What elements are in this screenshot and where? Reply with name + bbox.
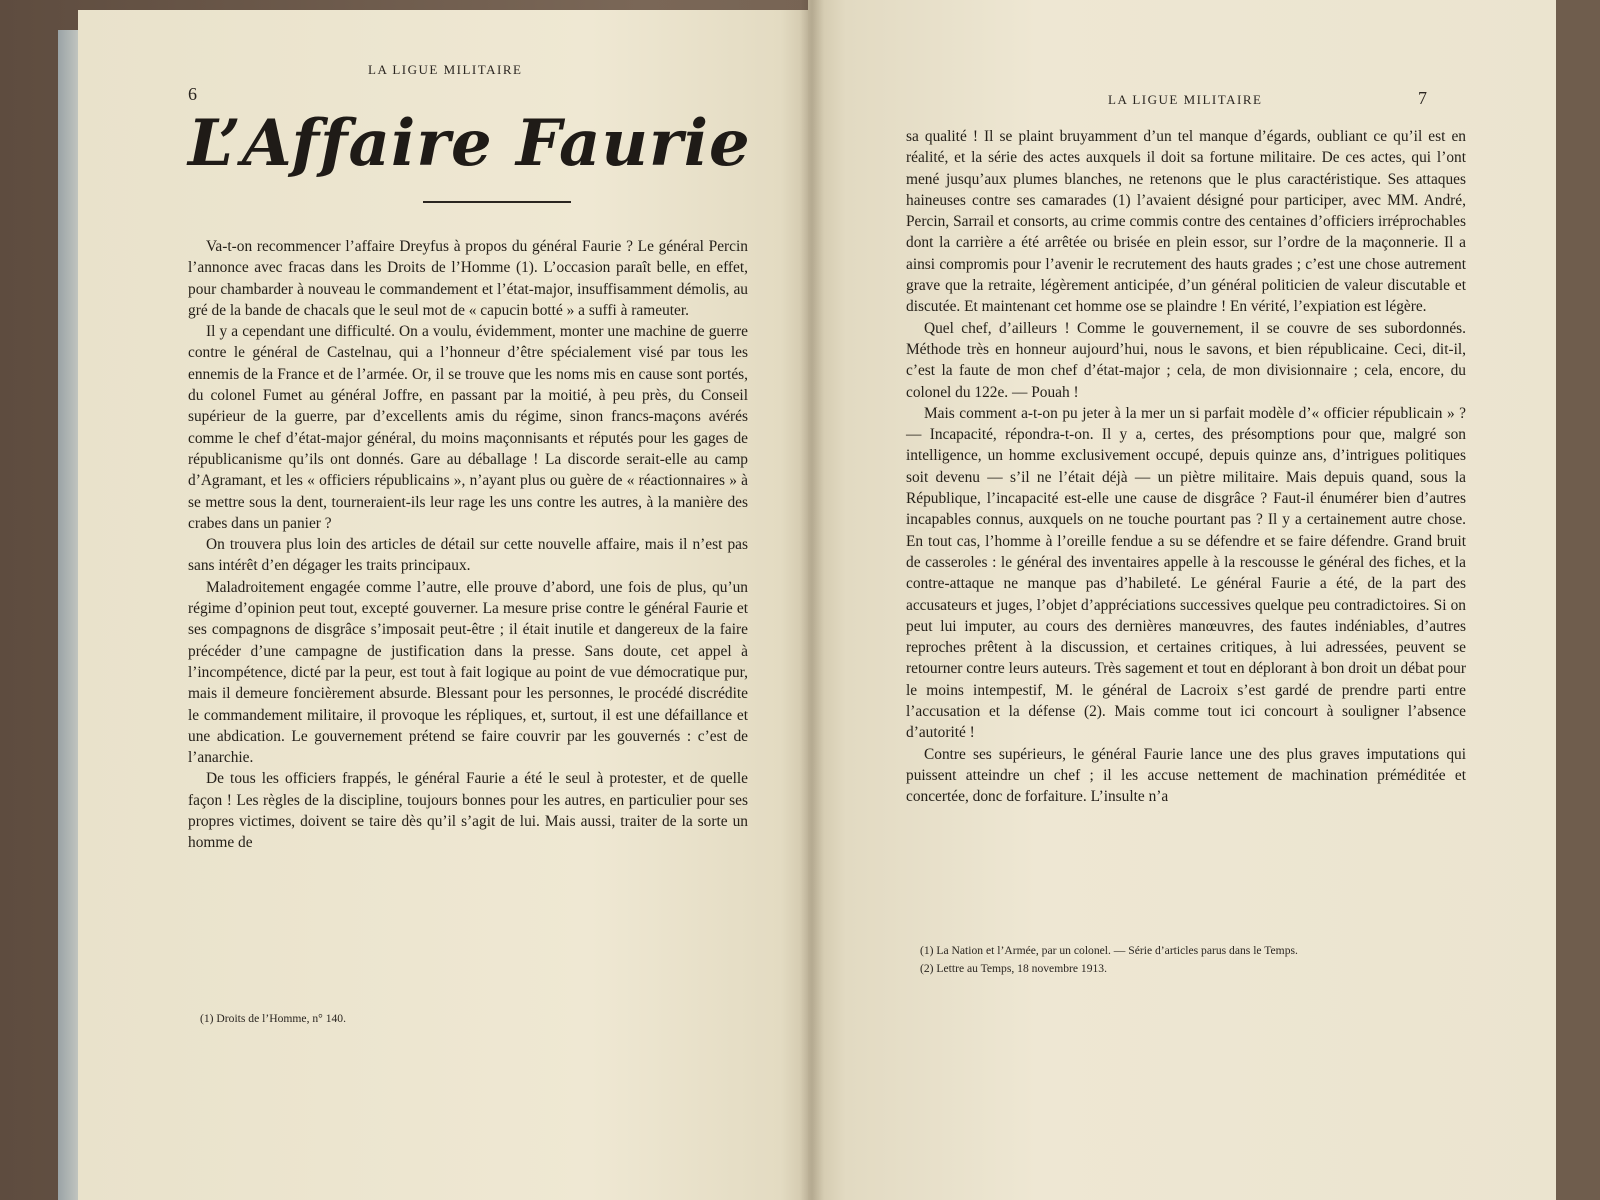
left-footnotes	[200, 1010, 700, 1028]
left-page-number: 6	[188, 84, 197, 104]
paragraph: Contre ses supérieurs, le général Faurie lance une des plus graves imputations qui puissent atteindre un chef ; il les accuse nettement de machination préméditée et concertée, donc de forfaiture. L’insulte n’a	[906, 745, 1466, 806]
footnote: (1) Droits de l’Homme, n° 140.	[200, 1012, 346, 1025]
paragraph: Il y a cependant une difficulté. On a voulu, évidemment, monter une machine de guerre contre le général de Castelnau, qui a l’honneur d’être spécialement visé par tous les ennemis de la France et de l’armée. Or, il se trouve que les noms mis en cause sont portés, du colonel Fumet au général Joffre, en passant par la moitié, à peu près, du Conseil supérieur de la guerre, par d’excellents amis du régime, sinon francs-maçons avérés comme le chef d’état-major général, du moins maçonnisants et réputés pour les gages de républicanisme qu’ils ont donnés. Gare au déballage ! La discorde serait-elle au camp d’Agramant, et les « officiers républicains », n’ayant plus ou guère de « réactionnaires » à se mettre sous la dent, tourneraient-ils leur rage les uns contre les autres, à la manière des crabes dans un panier ?	[188, 323, 748, 532]
book-gutter	[800, 0, 824, 1200]
paragraph: Maladroitement engagée comme l’autre, elle prouve d’abord, une fois de plus, qu’un régime d’opinion peut tout, excepté gouverner. La mesure prise contre le général Faurie et ses compagnons de disgrâce s’imposait peut-être ; il était inutile et dangereux de la faire précéder d’une campagne de justification dans la presse. Sans doute, cet appel à l’incompétence, dicté par la peur, est tout à fait logique au point de vue démocratique pur, mais il demeure foncièrement absurde. Blessant pour les personnes, le procédé discrédite le commandement militaire, il provoque les répliques, et, surtout, il est une défaillance et une abdication. Le gouvernement prétend se faire couvrir par les gouvernés : c’est de l’anarchie.	[188, 578, 748, 767]
right-footnotes	[920, 942, 1480, 978]
title-rule	[423, 201, 571, 203]
table-right-edge	[1556, 0, 1600, 1200]
footnote: (1) La Nation et l’Armée, par un colonel. — Série d’articles parus dans le Temps.	[920, 944, 1298, 957]
paragraph: sa qualité ! Il se plaint bruyamment d’un tel manque d’égards, oubliant ce qu’il est en réalité, et la série des actes auxquels il doit sa fortune militaire. De ces actes, qui l’ont mené jusqu’aux plumes blanches, ne retenons que le plus caractéristique. Ses attaques haineuses contre ses camarades (1) l’avaient désigné pour participer, avec MM. André, Percin, Sarrail et consorts, au crime commis contre des centaines d’officiers irréprochables dont la carrière a été arrêtée ou brisée en plein essor, sur l’ordre de la maçonnerie. Il a ainsi compromis pour l’avenir le recrutement des hauts grades ; c’est une chose autrement grave que la retraite, légèrement anticipée, d’un général politicien de valeur discutable et discutée. Et maintenant cet homme ose se plaindre ! En vérité, l’expiation est légère.	[906, 128, 1466, 316]
paragraph: Mais comment a-t-on pu jeter à la mer un si parfait modèle d’« officier républicain » ? — Incapacité, répondra-t-on. Il y a, certes, des présomptions pour que, malgré son intelligence, un homme exclusivement occupé, depuis quinze ans, d’intrigues politiques soit devenu — s’il ne l’était déjà — un piètre militaire. Mais depuis quand, sous la République, l’incapacité est-elle une cause de disgrâce ? Faut-il énumérer bien d’autres incapables connus, auxquels on ne touche pourtant pas ? Il y a certainement autre chose. En tout cas, l’homme à l’oreille fendue a su se défendre et se faire défendre. Grand bruit de casseroles : le général des inventaires appelle à la rescousse le général des fiches, et la contre-attaque ne manque pas d’habileté. Le général Faurie a été, de la part des accusateurs et juges, l’objet d’appréciations successives quelque peu contradictoires. Si on peut lui imputer, au cours des dernières manœuvres, des fautes indéniables, d’autres reproches prêtent à la discussion, et certaines critiques, à lui adressées, peuvent se retourner contre leurs auteurs. Très sagement et tout en déplorant à bon droit un débat pour le moins intempestif, M. le général de Lacroix s’est gardé de prendre parti entre l’accusation et la défense (2). Mais comme tout ici concourt à souligner l’absence d’autorité !	[906, 404, 1466, 742]
paragraph: Va-t-on recommencer l’affaire Dreyfus à propos du général Faurie ? Le général Percin l’annonce avec fracas dans les Droits de l’Homme (1). L’occasion paraît belle, en effet, pour chambarder à nouveau le commandement et l’état-major, insuffisamment démolis, au gré de la bande de chacals que le seul mot de « capucin botté » a suffi à rameuter.	[188, 238, 748, 319]
right-page	[808, 0, 1568, 1200]
left-page	[78, 10, 810, 1200]
right-running-head: LA LIGUE MILITAIRE	[1108, 92, 1263, 107]
paragraph: De tous les officiers frappés, le général Faurie a été le seul à protester, et de quelle façon ! Les règles de la discipline, toujours bonnes pour les autres, en particulier pour ses propres victimes, doivent se taire dès qu’il s’agit de lui. Mais aussi, traiter de la sorte un homme de	[188, 770, 748, 852]
footnote: (2) Lettre au Temps, 18 novembre 1913.	[920, 962, 1107, 975]
right-page-number: 7	[1418, 88, 1427, 108]
left-body-text	[188, 236, 748, 854]
paragraph: On trouvera plus loin des articles de détail sur cette nouvelle affaire, mais il n’est pas sans intérêt d’en dégager les traits principaux.	[188, 536, 748, 575]
right-body-text	[906, 126, 1466, 808]
article-title: L’Affaire Faurie	[188, 106, 751, 181]
left-running-head: LA LIGUE MILITAIRE	[368, 62, 523, 77]
paragraph: Quel chef, d’ailleurs ! Comme le gouvernement, il se couvre de ses subordonnés. Méthode très en honneur aujourd’hui, nous le savons, et bien républicaine. Ceci, dit-il, c’est la faute de mon chef d’état-major ; cela, de mon divisionnaire ; cela, encore, du colonel du 122e. — Pouah !	[906, 319, 1466, 401]
